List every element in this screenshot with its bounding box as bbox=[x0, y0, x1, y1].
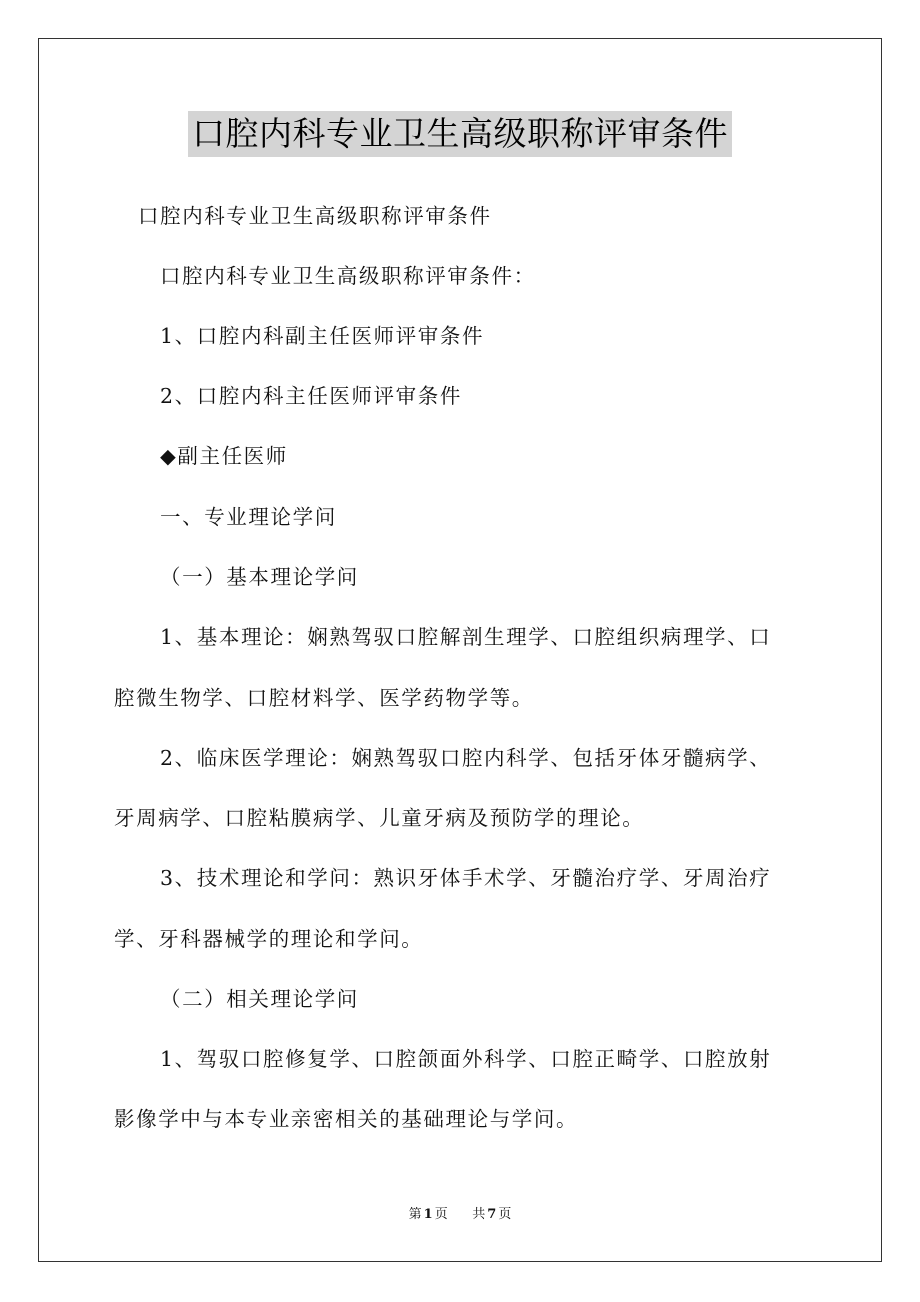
page-indicator bbox=[407, 1207, 450, 1222]
text-line: 腔微生物学、口腔材料学、医学药物学等。 bbox=[114, 686, 534, 710]
text-line: 影像学中与本专业亲密相关的基础理论与学问。 bbox=[114, 1107, 579, 1131]
text-line: 口腔内科专业卫生高级职称评审条件： bbox=[160, 264, 536, 288]
document-title: 口腔内科专业卫生高级职称评审条件 bbox=[188, 111, 732, 157]
text-line: 3、技术理论和学问：熟识牙体手术学、牙髓治疗学、牙周治疗 bbox=[160, 866, 772, 890]
total-pages-indicator bbox=[470, 1207, 513, 1222]
text-line: 1、口腔内科副主任医师评审条件 bbox=[160, 324, 485, 348]
text-line: 一、专业理论学问 bbox=[160, 505, 337, 529]
title-wrap bbox=[0, 111, 920, 157]
text-line: 1、驾驭口腔修复学、口腔颌面外科学、口腔正畸学、口腔放射 bbox=[160, 1047, 772, 1071]
page-number: 1 bbox=[423, 1207, 433, 1222]
total-prefix: 共 bbox=[472, 1207, 486, 1222]
text-line: 2、临床医学理论：娴熟驾驭口腔内科学、包括牙体牙髓病学、 bbox=[160, 746, 772, 770]
page-footer bbox=[0, 1206, 920, 1224]
text-line: （一）基本理论学问 bbox=[160, 565, 359, 589]
text-line: （二）相关理论学问 bbox=[160, 987, 359, 1011]
text-line: 1、基本理论：娴熟驾驭口腔解剖生理学、口腔组织病理学、口 bbox=[160, 625, 772, 649]
text-line: 2、口腔内科主任医师评审条件 bbox=[160, 384, 462, 408]
page-prefix: 第 bbox=[408, 1207, 422, 1222]
text-line: ◆副主任医师 bbox=[160, 444, 288, 468]
total-pages: 7 bbox=[487, 1207, 497, 1222]
text-line: 口腔内科专业卫生高级职称评审条件 bbox=[138, 204, 492, 228]
page-suffix: 页 bbox=[434, 1207, 448, 1222]
total-suffix: 页 bbox=[498, 1207, 512, 1222]
text-line: 学、牙科器械学的理论和学问。 bbox=[114, 927, 424, 951]
text-line: 牙周病学、口腔粘膜病学、儿童牙病及预防学的理论。 bbox=[114, 806, 645, 830]
